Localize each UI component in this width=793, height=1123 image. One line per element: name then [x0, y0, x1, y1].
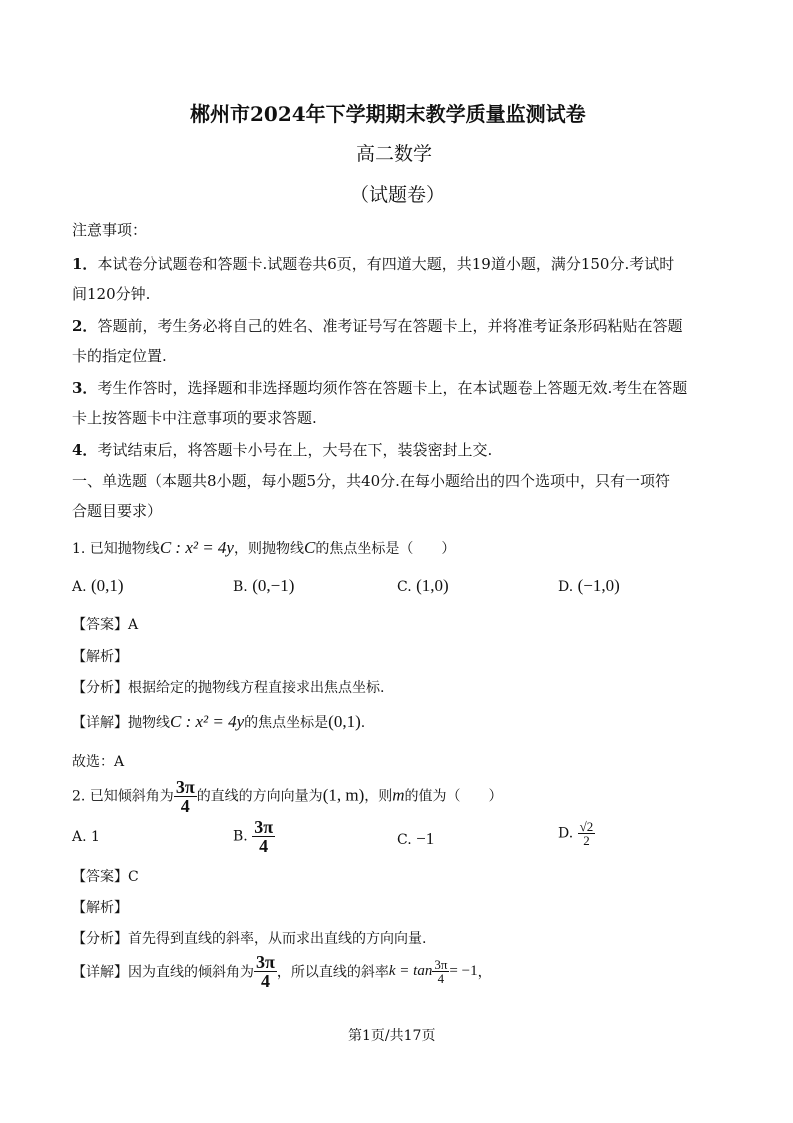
notice-heading: 注意事项：: [72, 221, 148, 239]
paper-type: （试题卷）: [350, 184, 446, 206]
q2-option-b: B. $\frac{3\pi}{4}$: [233, 817, 274, 856]
question-2: 2. 已知倾斜角为 $\frac{3\pi}{4}$ 的直线的方向向量为(1, m)，则m的值为（ ）: [72, 777, 503, 816]
q2-option-a: A. 1: [72, 829, 100, 845]
q1-detail: 【详解】抛物线C : x² = 4y的焦点坐标是(0,1).: [72, 712, 366, 731]
q1-analysis-tag: 【解析】: [72, 649, 128, 665]
q2-detail-fraction: $\frac{3\pi}{4}$: [256, 952, 275, 991]
q2-fenxi: 【分析】首先得到直线的斜率，从而求出直线的方向向量.: [72, 931, 427, 947]
q2-option-b-fraction: $\frac{3\pi}{4}$: [254, 817, 274, 856]
notice-item-2: 2．答题前，考生务必将自己的姓名、准考证号写在答题卡上，并将准考证条形码粘贴在答题: [72, 317, 683, 335]
subject-title: 高二数学: [356, 143, 433, 165]
q2-answer: 【答案】C: [72, 869, 139, 885]
page-number: 第1页/共17页: [348, 1028, 436, 1044]
q2-angle-fraction: $\frac{3\pi}{4}$: [175, 777, 195, 816]
notice-item-1: 1．本试卷分试题卷和答题卡.试题卷共6页，有四道大题，共19道小题，满分150分.考试时: [72, 255, 675, 273]
notice-item-3: 3．考生作答时，选择题和非选择题均须作答在答题卡上，在本试题卷上答题无效.考生在答题: [72, 379, 688, 397]
question-1: 1. 已知抛物线C : x² = 4y，则抛物线C的焦点坐标是（ ）: [72, 538, 456, 557]
notice-item-4: 4．考试结束后，将答题卡小号在上，大号在下，装袋密封上交.: [72, 441, 493, 459]
q1-option-c: C. (1,0): [397, 576, 449, 595]
q1-choice: 故选：A: [72, 754, 125, 770]
q1-option-b: B. (0,−1): [233, 576, 295, 595]
notice-item-2-cont: 卡的指定位置.: [72, 347, 167, 365]
q2-analysis-tag: 【解析】: [72, 900, 128, 916]
q2-detail-tan-fraction: $\frac{3\pi}{4}$: [434, 957, 448, 986]
q2-option-d-fraction: $\frac{√2}{2}$: [579, 819, 594, 848]
q2-option-c: C. −1: [397, 829, 435, 848]
section-heading-cont: 合题目要求）: [72, 502, 163, 520]
q1-option-a: A. (0,1): [72, 576, 124, 595]
section-heading: 一、单选题（本题共8小题，每小题5分，共40分.在每小题给出的四个选项中，只有一项符: [72, 472, 670, 490]
q1-option-d: D. (−1,0): [558, 576, 620, 595]
q2-option-d: D. $\frac{√2}{2}$: [558, 819, 594, 848]
exam-title: 郴州市2024年下学期期末教学质量监测试卷: [190, 102, 586, 126]
q1-answer: 【答案】A: [72, 617, 139, 633]
q1-fenxi: 【分析】根据给定的抛物线方程直接求出焦点坐标.: [72, 680, 385, 696]
q2-detail: 【详解】因为直线的倾斜角为 $\frac{3\pi}{4}$ ，所以直线的斜率k = tan $\frac{3\pi}{4}$ = −1，: [72, 952, 492, 991]
notice-item-1-cont: 间120分钟.: [72, 285, 151, 303]
notice-item-3-cont: 卡上按答题卡中注意事项的要求答题.: [72, 409, 317, 427]
